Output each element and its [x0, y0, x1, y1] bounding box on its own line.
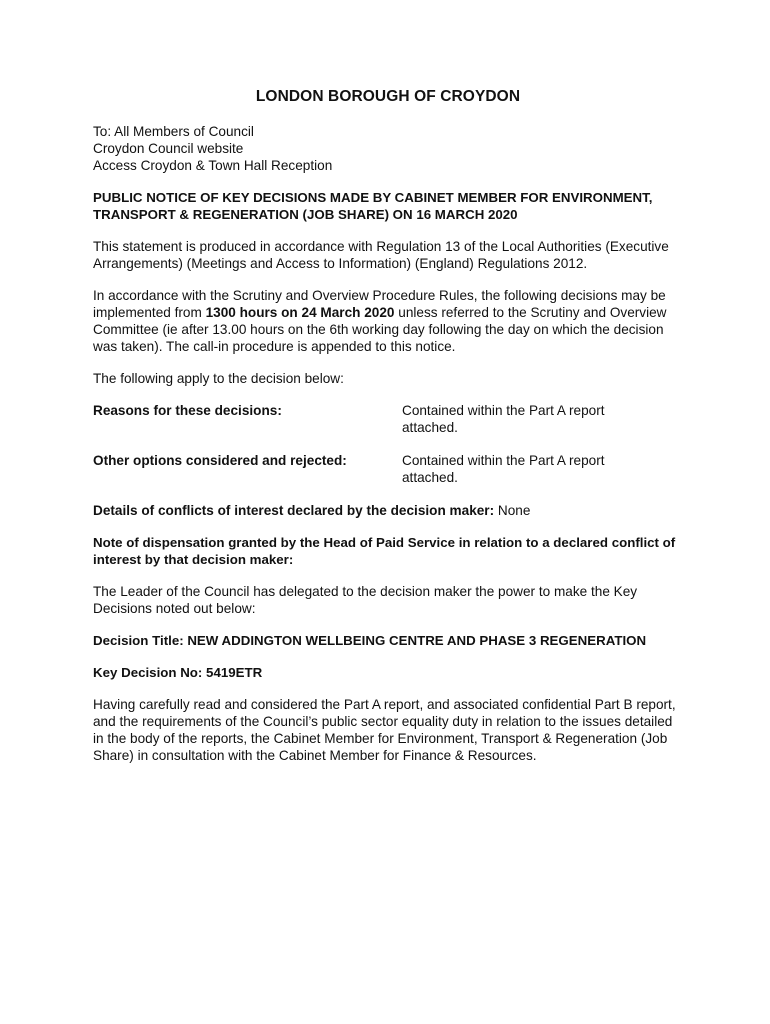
notice-heading: PUBLIC NOTICE OF KEY DECISIONS MADE BY CABINET MEMBER FOR ENVIRONMENT, TRANSPORT & REGENERATION (JOB SHARE) ON 16 MARCH 2020	[93, 190, 653, 222]
reasons-row	[93, 402, 683, 436]
options-value: Contained within the Part A report attached.	[402, 453, 605, 485]
reasons-value: Contained within the Part A report attached.	[402, 403, 605, 435]
conflicts-value: None	[494, 503, 531, 518]
key-decision-number: Key Decision No: 5419ETR	[93, 665, 263, 680]
document-title: LONDON BOROUGH OF CROYDON	[255, 88, 521, 105]
implementation-time: 1300 hours on 24 March 2020	[205, 305, 395, 320]
conflicts-paragraph	[93, 502, 683, 519]
apply-paragraph: The following apply to the decision below:	[93, 371, 344, 386]
recipient-line: Croydon Council website	[93, 141, 244, 156]
decision-title: Decision Title: NEW ADDINGTON WELLBEING CENTRE AND PHASE 3 REGENERATION	[93, 633, 647, 648]
dispensation-heading: Note of dispensation granted by the Head of Paid Service in relation to a declared conflict of interest by that decision maker:	[93, 535, 676, 567]
scrutiny-text-before: In accordance with the Scrutiny and Overview Procedure Rules, the following decisions may be implemented from	[93, 288, 666, 320]
scrutiny-paragraph	[93, 287, 683, 355]
document-page	[93, 88, 683, 779]
closing-paragraph: Having carefully read and considered the Part A report, and associated confidential Part B report, and the requirements of the Council’s public sector equality duty in relation to the issues detailed in the body of the reports, the Cabinet Member for Environment, Transport & Regeneration (Job Share) in consultation with the Cabinet Member for Finance & Resources.	[93, 697, 676, 763]
recipients-block	[93, 123, 683, 174]
options-label: Other options considered and rejected:	[93, 453, 347, 468]
statement-paragraph: This statement is produced in accordance with Regulation 13 of the Local Authorities (Executive Arrangements) (Meetings and Access to Information) (England) Regulations 2012.	[93, 239, 669, 271]
conflicts-label: Details of conflicts of interest declared by the decision maker:	[93, 503, 495, 518]
delegation-paragraph: The Leader of the Council has delegated to the decision maker the power to make the Key Decisions noted out below:	[93, 584, 638, 616]
options-row	[93, 452, 683, 486]
recipient-line: To: All Members of Council	[93, 124, 254, 139]
recipient-line: Access Croydon & Town Hall Reception	[93, 158, 333, 173]
scrutiny-text-after: unless referred to the Scrutiny and Overview Committee (ie after 13.00 hours on the 6th working day following the day on which the decision was taken). The call-in procedure is appended to this notice.	[93, 305, 667, 354]
reasons-label: Reasons for these decisions:	[93, 403, 282, 418]
